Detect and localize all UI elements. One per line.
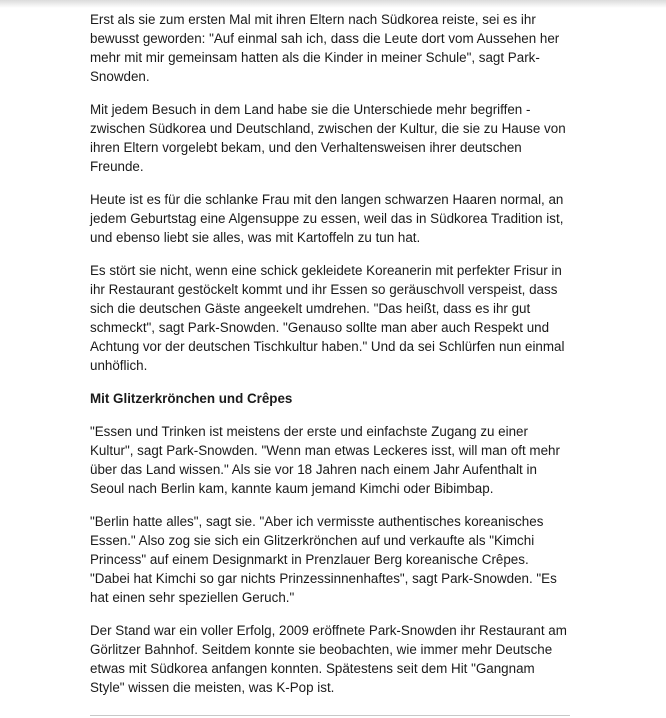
- header-shadow: [0, 0, 666, 8]
- article-paragraph: Heute ist es für die schlanke Frau mit den langen schwarzen Haaren normal, an jedem Geburtstag eine Algensuppe zu essen, weil das in Südkorea Tradition ist, und ebenso liebt sie alles, was mit Kartoffeln zu tun hat.: [90, 192, 564, 245]
- article-paragraph: "Essen und Trinken ist meistens der erste und einfachste Zugang zu einer Kultur", sagt Park-Snowden. "Wenn man etwas Leckeres isst, will man oft mehr über das Land wissen." Als sie vor 18 Jahren nach einem Jahr Aufenthalt in Seoul nach Berlin kam, kannte kaum jemand Kimchi oder Bibimbap.: [90, 424, 560, 496]
- article-paragraph: "Berlin hatte alles", sagt sie. "Aber ich vermisste authentisches koreanisches Essen." Also zog sie sich ein Glitzerkrönchen auf und verkaufte als "Kimchi Princess" auf einem Designmarkt in Prenzlauer Berg koreanische Crêpes. "Dabei hat Kimchi so gar nichts Prinzessinnenhaftes", sagt Park-Snowden. "Es hat einen sehr speziellen Geruch.": [90, 514, 557, 605]
- article-subheading: Mit Glitzerkrönchen und Crêpes: [90, 391, 293, 406]
- article-paragraph: Es stört sie nicht, wenn eine schick gekleidete Koreanerin mit perfekter Frisur in ihr Restaurant gestöckelt kommt und ihr Essen so geräuschvoll verspeist, dass sich die deutschen Gäste angeekelt umdrehen. "Das heißt, dass es ihr gut schmeckt", sagt Park-Snowden. "Genauso sollte man aber auch Respekt und Achtung vor der deutschen Tischkultur haben." Und da sei Schlürfen nun einmal unhöflich.: [90, 263, 565, 373]
- article-paragraph: Erst als sie zum ersten Mal mit ihren Eltern nach Südkorea reiste, sei es ihr bewusst geworden: "Auf einmal sah ich, dass die Leute dort vom Aussehen her mehr mit mir gemeinsam hatten als die Kinder in meiner Schule", sagt Park-Snowden.: [90, 12, 560, 84]
- article-paragraph: Der Stand war ein voller Erfolg, 2009 eröffnete Park-Snowden ihr Restaurant am Görlitzer Bahnhof. Seitdem konnte sie beobachten, wie immer mehr Deutsche etwas mit Südkorea anfangen konnten. Spätestens seit dem Hit "Gangnam Style" wissen die meisten, was K-Pop ist.: [90, 623, 567, 695]
- section-divider: [90, 715, 570, 716]
- article-paragraph: Mit jedem Besuch in dem Land habe sie die Unterschiede mehr begriffen - zwischen Südkorea und Deutschland, zwischen der Kultur, die sie zu Hause von ihren Eltern vorgelebt bekam, und den Verhaltensweisen ihrer deutschen Freunde.: [90, 102, 566, 174]
- article-body: [90, 10, 570, 711]
